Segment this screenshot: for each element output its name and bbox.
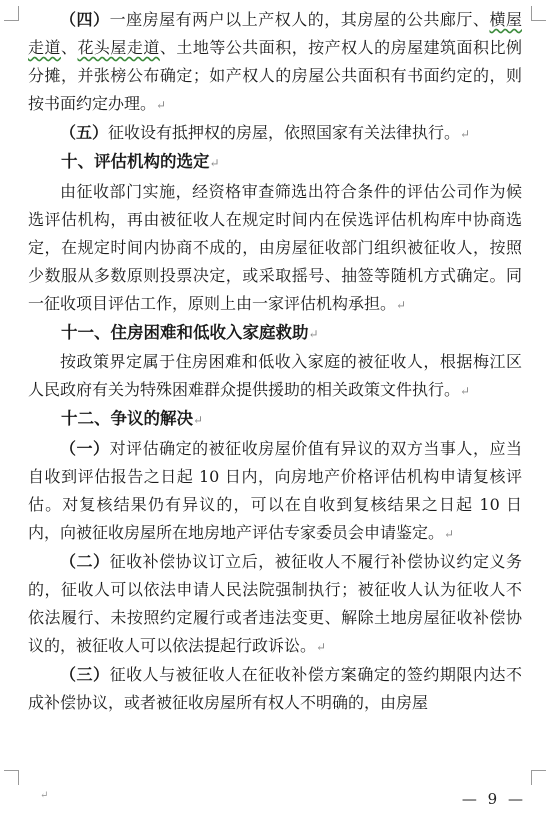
body-paragraph: [28, 661, 522, 717]
paragraph-text: 一座房屋有两户以上产权人的，其房屋的公共廊厅、: [109, 10, 490, 29]
section-heading: [28, 405, 522, 435]
clause-number: （三）: [60, 664, 110, 684]
body-paragraph: [28, 548, 522, 661]
crop-mark-bottom-right: [531, 770, 546, 785]
paragraph-mark: ↵: [460, 384, 471, 398]
paragraph-text: 、土地等公共面积，按产权人的房屋建筑面积比例分摊，并张榜公布确定；如产权人的房屋公共面积有书面约定的，则按书面约定办理。: [28, 38, 522, 113]
heading-text: 十、评估机构的选定: [61, 152, 210, 171]
body-paragraph: [28, 178, 522, 319]
paragraph-text: 征收补偿协议订立后，被征收人不履行补偿协议约定义务的，征收人可以依法申请人民法院强制执行；被征收人认为征收人不依法履行、未按照约定履行或者违法变更、解除土地房屋征收补偿协议的，被征收人可以依法提起行政诉讼。: [28, 551, 522, 655]
paragraph-text: 征收人与被征收人在征收补偿方案确定的签约期限内达不成补偿协议，或者被征收房屋所有权人不明确的，由房屋: [28, 664, 522, 712]
paragraph-mark: ↵: [308, 326, 319, 341]
section-heading: [28, 148, 522, 178]
crop-mark-top-right: [531, 6, 546, 21]
body-paragraph: [28, 348, 522, 405]
paragraph-mark: ↵: [156, 98, 167, 112]
paragraph-text: 、: [60, 38, 78, 57]
body-paragraph: [28, 119, 522, 148]
body-paragraph: [28, 435, 522, 548]
paragraph-mark: ↵: [444, 526, 455, 541]
spellcheck-flagged-text: 横屋走道: [28, 10, 522, 57]
paragraph-text: 按政策界定属于住房困难和低收入家庭的被征收人，根据梅江区人民政府有关为特殊困难群众提供援助的相关政策文件执行。: [28, 352, 522, 399]
footer-paragraph-mark: ↵: [40, 790, 49, 801]
document-body[interactable]: [28, 6, 522, 717]
crop-mark-bottom-left: [4, 770, 19, 785]
paragraph-mark: ↵: [316, 639, 327, 654]
paragraph-mark: ↵: [396, 297, 407, 312]
paragraph-text: 征收设有抵押权的房屋，依照国家有关法律执行。: [108, 123, 461, 142]
clause-number: （五）: [60, 123, 109, 142]
heading-text: 十二、争议的解决: [61, 409, 193, 428]
spellcheck-flagged-text: 花头屋走道: [77, 38, 160, 57]
crop-mark-top-left: [4, 6, 19, 21]
paragraph-text: 对评估确定的被征收房屋价值有异议的双方当事人，应当自收到评估报告之日起 10 日内，向房地产价格评估机构申请复核评估。对复核结果仍有异议的，可以在自收到复核结果之日起 10 日内，向被征收房屋所在地房地产评估专家委员会申请鉴定。: [28, 438, 522, 542]
paragraph-mark: ↵: [209, 156, 220, 170]
heading-text: 十一、住房困难和低收入家庭救助: [61, 322, 309, 342]
clause-number: （四）: [60, 10, 110, 29]
paragraph-text: 由征收部门实施，经资格审查筛选出符合条件的评估公司作为候选评估机构，再由被征收人在规定时间内在侯选评估机构库中协商选定，在规定时间内协商不成的，由房屋征收部门组织被征收人，按照少数服从多数原则投票决定，或采取摇号、抽签等随机方式确定。同一征收项目评估工作，原则上由一家评估机构承担。: [28, 181, 522, 313]
clause-number: （二）: [60, 551, 110, 571]
clause-number: （一）: [60, 438, 110, 458]
page-number: — 9 —: [461, 790, 526, 808]
body-paragraph: [28, 6, 522, 119]
paragraph-mark: ↵: [460, 127, 471, 141]
paragraph-mark: ↵: [193, 413, 204, 427]
section-heading: [28, 319, 522, 349]
